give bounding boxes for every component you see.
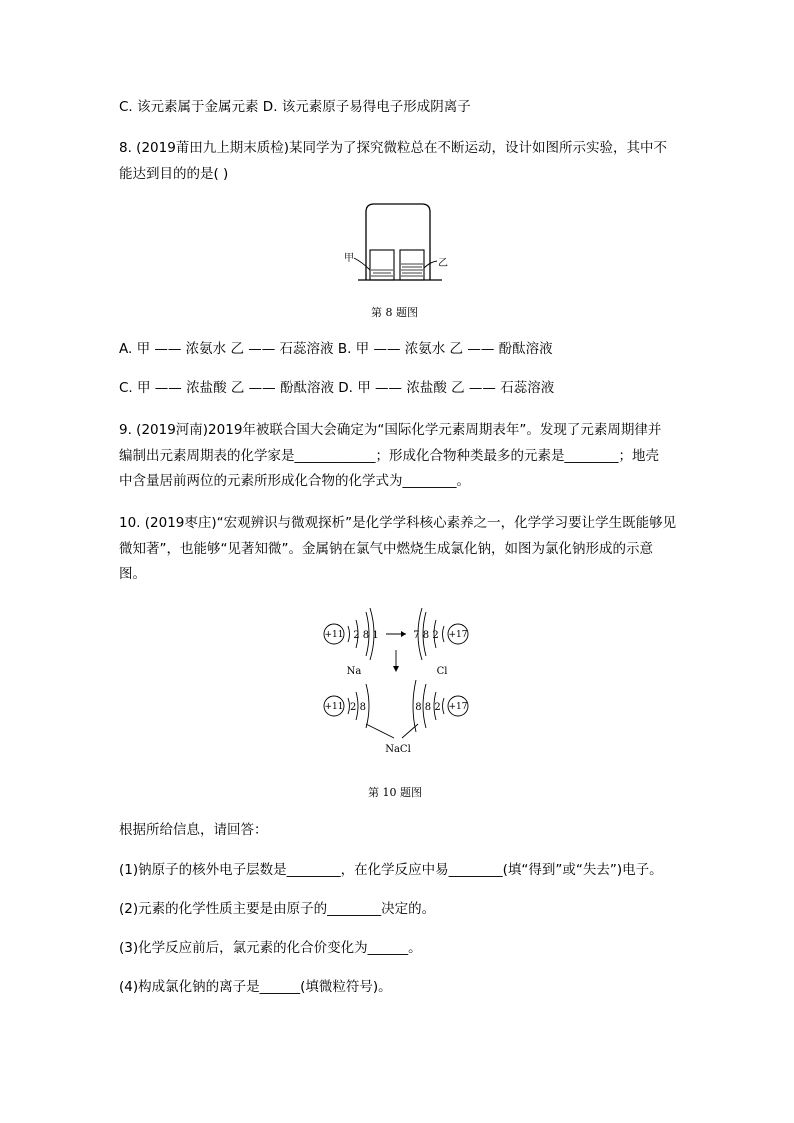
beaker-right — [400, 250, 424, 280]
bracket-left — [366, 724, 394, 738]
fig8-diagram — [340, 198, 460, 284]
q9-stem-line2: 编制出元素周期表的化学家是____________；形成化合物种类最多的元素是________；地壳 — [119, 448, 659, 464]
q9-stem-line3: 中含量居前两位的元素所形成化合物的化学式为________。 — [119, 473, 470, 489]
q10-stem-line1: 10. (2019枣庄)“宏观辨识与微观探析”是化学学科核心素养之一，化学学习要让学生既能够见 — [119, 515, 677, 531]
cl-electrons: 7 8 2 — [413, 630, 439, 641]
cl-label: Cl — [436, 666, 448, 677]
q10-sub4: (4)构成氯化钠的离子是______(填微粒符号)。 — [119, 979, 392, 995]
nacl-label: NaCl — [385, 744, 411, 755]
cl-ion-electrons: 8 8 2 — [415, 702, 441, 713]
na-label: Na — [346, 666, 362, 677]
q10-sub2: (2)元素的化学性质主要是由原子的________决定的。 — [119, 901, 436, 917]
fig10-diagram — [318, 598, 478, 760]
q9-stem-line1: 9. (2019河南)2019年被联合国大会确定为“国际化学元素周期表年”。发现了元素周期律并 — [119, 422, 662, 438]
pointer-left — [354, 258, 370, 270]
cl-ion-nucleus-charge: +17 — [448, 702, 468, 712]
q10-stem-line3: 图。 — [119, 566, 146, 582]
bell-jar — [366, 204, 430, 280]
q10-sub3: (3)化学反应前后，氯元素的化合价变化为______。 — [119, 940, 422, 956]
na-electrons: 2 8 1 — [353, 630, 379, 641]
q7-options-cd: C. 该元素属于金属元素 D. 该元素原子易得电子形成阴离子 — [119, 99, 471, 115]
q8-options-ab: A. 甲 —— 浓氨水 乙 —— 石蕊溶液 B. 甲 —— 浓氨水 乙 —— 酚酞溶液 — [119, 341, 553, 357]
q8-options-cd: C. 甲 —— 浓盐酸 乙 —— 酚酞溶液 D. 甲 —— 浓盐酸 乙 —— 石蕊溶液 — [119, 380, 555, 396]
q10-prompt: 根据所给信息，请回答： — [119, 822, 268, 838]
fig8-caption: 第 8 题图 — [371, 306, 418, 319]
q8-stem-line2: 能达到目的的是( ) — [119, 166, 229, 182]
label-jia: 甲 — [344, 253, 354, 264]
na-ion-electrons: 2 8 — [350, 702, 366, 713]
beaker-left — [370, 250, 394, 280]
fig10-caption: 第 10 题图 — [368, 786, 422, 799]
label-yi: 乙 — [438, 258, 448, 269]
q10-stem-line2: 微知著”，也能够“见著知微”。金属钠在氯气中燃烧生成氯化钠，如图为氯化钠形成的示意 — [119, 541, 653, 557]
na-ion-nucleus-charge: +11 — [324, 702, 344, 712]
q8-stem-line1: 8. (2019莆田九上期末质检)某同学为了探究微粒总在不断运动，设计如图所示实验，其中不 — [119, 140, 668, 156]
q10-sub1: (1)钠原子的核外电子层数是________，在化学反应中易________(填“得到”或“失去”)电子。 — [119, 862, 663, 878]
na-nucleus-charge: +11 — [324, 630, 344, 640]
cl-nucleus-charge: +17 — [448, 630, 468, 640]
